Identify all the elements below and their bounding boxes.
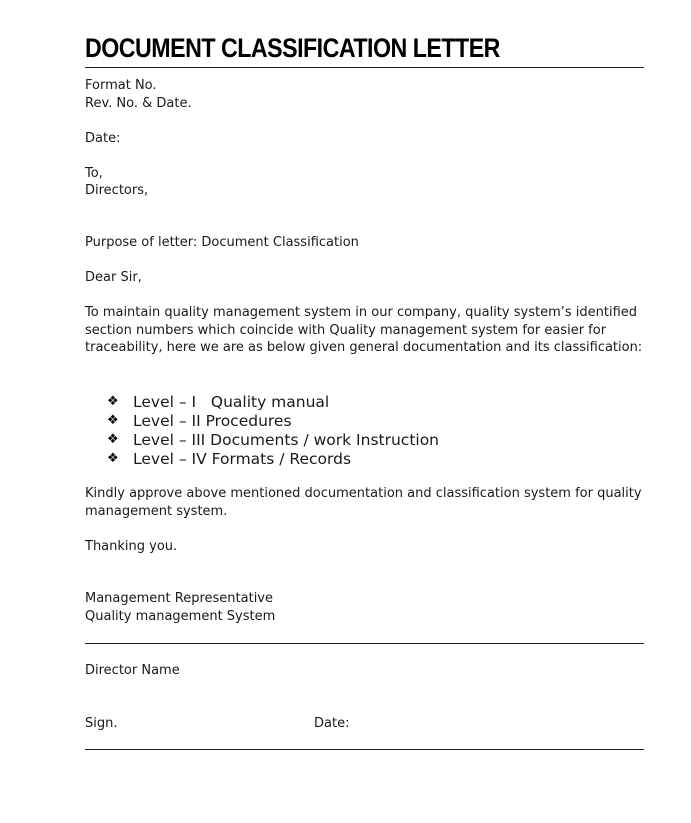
sign-label: Sign. xyxy=(85,716,118,731)
sender-department: Quality management System xyxy=(85,609,276,624)
signoff-top-rule xyxy=(85,643,644,644)
classification-levels-list xyxy=(107,392,439,468)
salutation: Dear Sir, xyxy=(85,270,142,285)
level-label: Level – II Procedures xyxy=(133,411,292,430)
list-item xyxy=(107,392,439,411)
director-name-label: Director Name xyxy=(85,663,180,678)
diamond-bullet-icon: ❖ xyxy=(107,394,119,409)
approval-paragraph: Kindly approve above mentioned documentation and classification system for quality management system. xyxy=(85,486,642,519)
title-underline xyxy=(85,67,644,68)
page-title: DOCUMENT CLASSIFICATION LETTER xyxy=(85,33,500,63)
intro-paragraph: To maintain quality management system in our company, quality system’s identified section numbers which coincide with Quality management system for easier for traceability, here we are as below given general documentation and its classification: xyxy=(85,305,643,355)
list-item xyxy=(107,411,439,430)
level-label: Level – I Quality manual xyxy=(133,392,330,411)
signoff-bottom-rule xyxy=(85,749,644,750)
signoff-date-label: Date: xyxy=(314,716,350,731)
list-item xyxy=(107,449,439,468)
format-no-label: Format No. xyxy=(85,78,157,93)
diamond-bullet-icon: ❖ xyxy=(107,432,119,447)
sender-title: Management Representative xyxy=(85,591,273,606)
rev-no-date-label: Rev. No. & Date. xyxy=(85,96,192,111)
level-label: Level – IV Formats / Records xyxy=(133,449,352,468)
list-item xyxy=(107,430,439,449)
date-label: Date: xyxy=(85,131,121,146)
closing-line: Thanking you. xyxy=(85,539,178,554)
purpose-line: Purpose of letter: Document Classification xyxy=(85,235,359,250)
recipient-to: To, xyxy=(85,166,103,181)
recipient-directors: Directors, xyxy=(85,183,149,198)
diamond-bullet-icon: ❖ xyxy=(107,413,119,428)
diamond-bullet-icon: ❖ xyxy=(107,451,119,466)
level-label: Level – III Documents / work Instruction xyxy=(133,430,440,449)
